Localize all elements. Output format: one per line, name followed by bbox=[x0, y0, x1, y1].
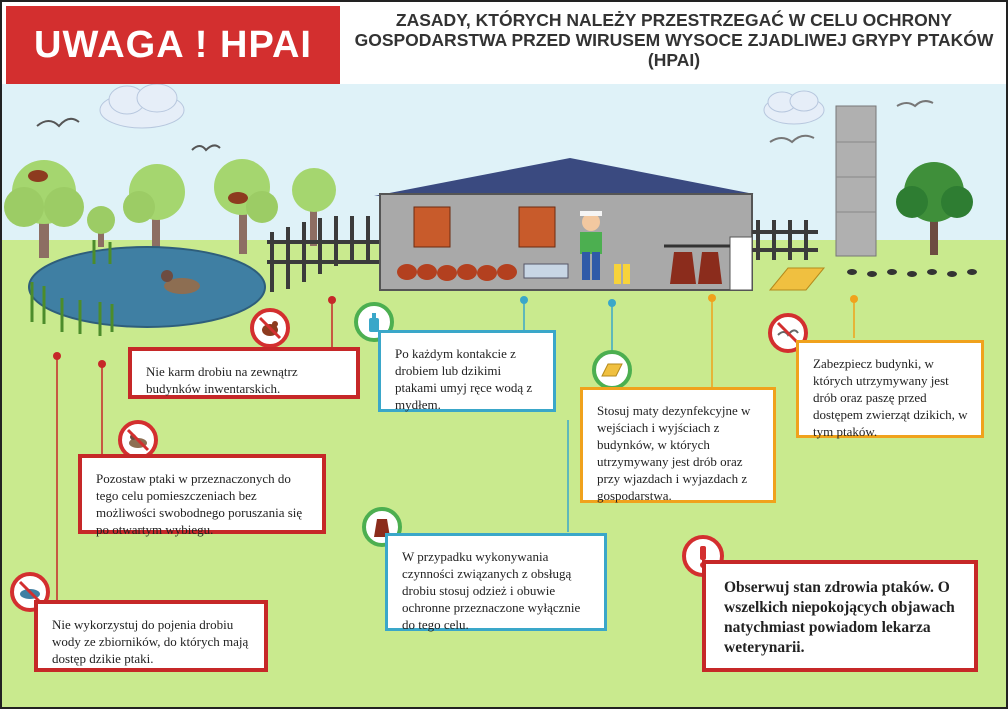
rule-housing-text: Pozostaw ptaki w przeznaczonych do tego celu pomieszczeniach bez możliwości swobodnego poruszania się po otwartym wybiegu. bbox=[96, 471, 303, 537]
no-hen-icon bbox=[250, 308, 290, 348]
rule-housing bbox=[78, 454, 326, 537]
bird-icon bbox=[228, 192, 248, 204]
rule-protect-buildings bbox=[796, 340, 984, 438]
rule-protect-buildings-text: Zabezpiecz budynki, w których utrzymywany jest drób oraz paszę przed dostępem zwierząt dzikich, w tym ptaków. bbox=[813, 356, 968, 439]
rule-feeding bbox=[128, 347, 360, 399]
mat-icon bbox=[592, 350, 632, 390]
cloud bbox=[764, 91, 824, 124]
page-heading: ZASADY, KTÓRYCH NALEŻY PRZESTRZEGAĆ W CELU OCHRONY GOSPODARSTWA PRZED WIRUSEM WYSOCE ZJADLIWEJ GRYPY PTAKÓW (HPAI) bbox=[354, 10, 994, 70]
rule-handwash-text: Po każdym kontakcie z drobiem lub dzikimi ptakami umyj ręce wodą z mydłem. bbox=[395, 346, 533, 412]
rule-mats-text: Stosuj maty dezynfekcyjne w wejściach i wyjściach z budynków, w których utrzymywany jest drób oraz przy wjazdach i wyjazdach z gospodarstwa. bbox=[597, 403, 751, 503]
rule-water-text: Nie wykorzystuj do pojenia drobiu wody ze zbiorników, do których mają dostęp dzikie ptaki. bbox=[52, 617, 249, 666]
rule-feeding-text: Nie karm drobiu na zewnątrz budynków inwentarskich. bbox=[146, 364, 298, 396]
silo bbox=[836, 106, 876, 256]
rule-clothing bbox=[385, 533, 607, 631]
rule-observe bbox=[702, 560, 978, 672]
feeder bbox=[524, 264, 568, 278]
rule-water bbox=[34, 600, 268, 672]
bird-icon bbox=[28, 170, 48, 182]
rule-mats bbox=[580, 387, 776, 503]
title-banner: UWAGA ! HPAI bbox=[6, 6, 340, 84]
rule-clothing-text: W przypadku wykonywania czynności związanych z obsługą drobiu stosuj odzież i obuwie ochronne przeznaczone wyłącznie do tego celu. bbox=[402, 549, 581, 632]
rule-handwash bbox=[378, 330, 556, 412]
rule-observe-text: Obserwuj stan zdrowia ptaków. O wszelkich niepokojących objawach natychmiast powiadom lekarza weterynarii. bbox=[724, 579, 955, 656]
pond bbox=[29, 247, 265, 327]
